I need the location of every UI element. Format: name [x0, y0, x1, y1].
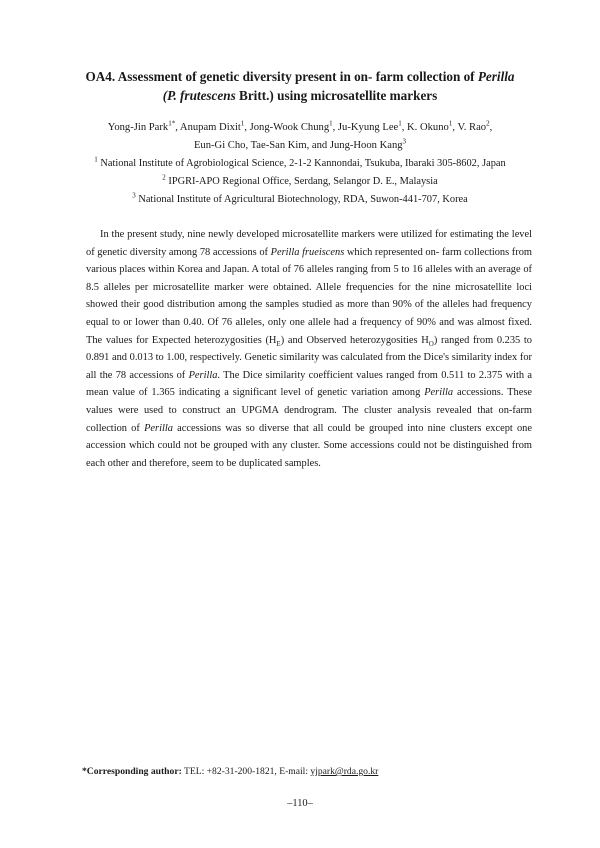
affiliation-number: 1 [94, 155, 98, 164]
abstract-genus-italic: Perilla [144, 422, 173, 434]
author-list: Yong-Jin Park$^{1*}$, Anupam Dixit$^1$, Jong-Wook Chung$^1$, Ju-Kyung Lee$^1$, K. Okuno$^1$, V. Rao$^2$, Eun-Gi Cho, Tae-San Kim, and Jung-Hoon Kang$^3$ [107, 119, 493, 151]
affiliation-list [40, 155, 560, 209]
abstract-species-italic: Perilla frueiscens [270, 246, 345, 258]
author-name: V. Rao [457, 122, 487, 133]
paper-title [60, 67, 540, 105]
corresponding-tel: TEL: +82-31-200-1821, E-mail: [181, 766, 311, 777]
corresponding-author [82, 766, 378, 777]
author-name: Jung-Hoon Kang [329, 140, 403, 151]
author-affil-mark: 1 [240, 119, 245, 128]
author-name: Yong-Jin Park [107, 122, 169, 133]
abstract-genus-italic: Perilla [424, 387, 454, 399]
author-affil-mark: 1 [329, 119, 333, 128]
affiliation-text: National Institute of Agricultural Biotechnology, RDA, Suwon-441-707, Korea [138, 194, 468, 205]
abstract-text: ) and Observed heterozygosities H [280, 334, 429, 346]
title-italic-species: (P. frutescens [162, 88, 236, 103]
abstract-paragraph [86, 226, 532, 472]
author-name: Ju-Kyung Lee [337, 122, 399, 133]
affiliation-item [40, 191, 560, 209]
author-affil-mark: 2 [486, 119, 490, 128]
email-link[interactable]: yjpark@rda.go.kr [310, 766, 379, 777]
author-name: Eun-Gi Cho [193, 140, 246, 151]
affiliation-text: IPGRI-APO Regional Office, Serdang, Selangor D. E., Malaysia [168, 176, 438, 187]
abstract-text: . The Dice similarity coefficient values ranged from 0.511 to 2.375 with a mean value of 1.365 indicating a significant level of genetic variation among [86, 369, 532, 399]
abstract-text: accessions. These values were used to construct an UPGMA dendrogram. The cluster analysis revealed that on-farm collection of [86, 387, 532, 434]
author-affil-mark: 3 [402, 137, 407, 146]
abstract-genus-italic: Perilla [188, 369, 218, 381]
abstract-subscript: O [428, 339, 434, 348]
abstract-text: In the present study, nine newly developed microsatellite markers were utilized for estimating the level of genetic diversity among 78 accessions of [86, 229, 532, 258]
title-italic-genus: Perilla [477, 69, 515, 84]
author-name: Anupam Dixit [179, 122, 241, 133]
author-affil-mark: 1 [398, 119, 402, 128]
affiliation-item [40, 155, 560, 173]
affiliation-item [40, 173, 560, 191]
affiliation-number: 3 [132, 191, 136, 200]
author-name: Jong-Wook Chung [249, 122, 330, 133]
page-number: –110– [287, 798, 313, 809]
title-text-end: Britt.) using microsatellite markers [235, 88, 438, 103]
abstract-text: accessions was so diverse that all could be grouped into nine clusters except one accession which could not be grouped with any cluster. Some accessions could not be distinguished from each other and therefore, seem to be duplicated samples. [86, 422, 532, 469]
abstract-subscript: E [276, 339, 281, 348]
title-text: OA4. Assessment of genetic diversity present in on- farm collection of [85, 69, 478, 84]
abstract-text: which represented on- farm collections from various places within Korea and Japan. A total of 76 alleles ranging from 5 to 16 alleles with an average of 8.5 alleles per microsatellite marker were obtained. Allele frequencies for the nine microsatellite loci showed their good distribution among the samples studied as more than 90% of the alleles had frequency equal to or lower than 0.40. Of 76 alleles, only one allele had a frequency of 90% and was almost fixed. The values for Expected heterozygosities (H [86, 246, 532, 346]
author-affil-mark: 1 [448, 119, 453, 128]
author-affil-mark: 1* [168, 119, 176, 128]
abstract-text: ) ranged from 0.235 to 0.891 and 0.013 to 1.00, respectively. Genetic similarity was calculated from the Dice's similarity index for all the 78 accessions of [86, 334, 532, 381]
affiliation-text: National Institute of Agrobiological Science, 2-1-2 Kannondai, Tsukuba, Ibaraki 305-8602, Japan [100, 158, 506, 169]
author-name: K. Okuno [407, 122, 449, 133]
corresponding-label: *Corresponding author: [82, 766, 182, 777]
author-name: Tae-San Kim [250, 140, 307, 151]
affiliation-number: 2 [162, 173, 166, 182]
